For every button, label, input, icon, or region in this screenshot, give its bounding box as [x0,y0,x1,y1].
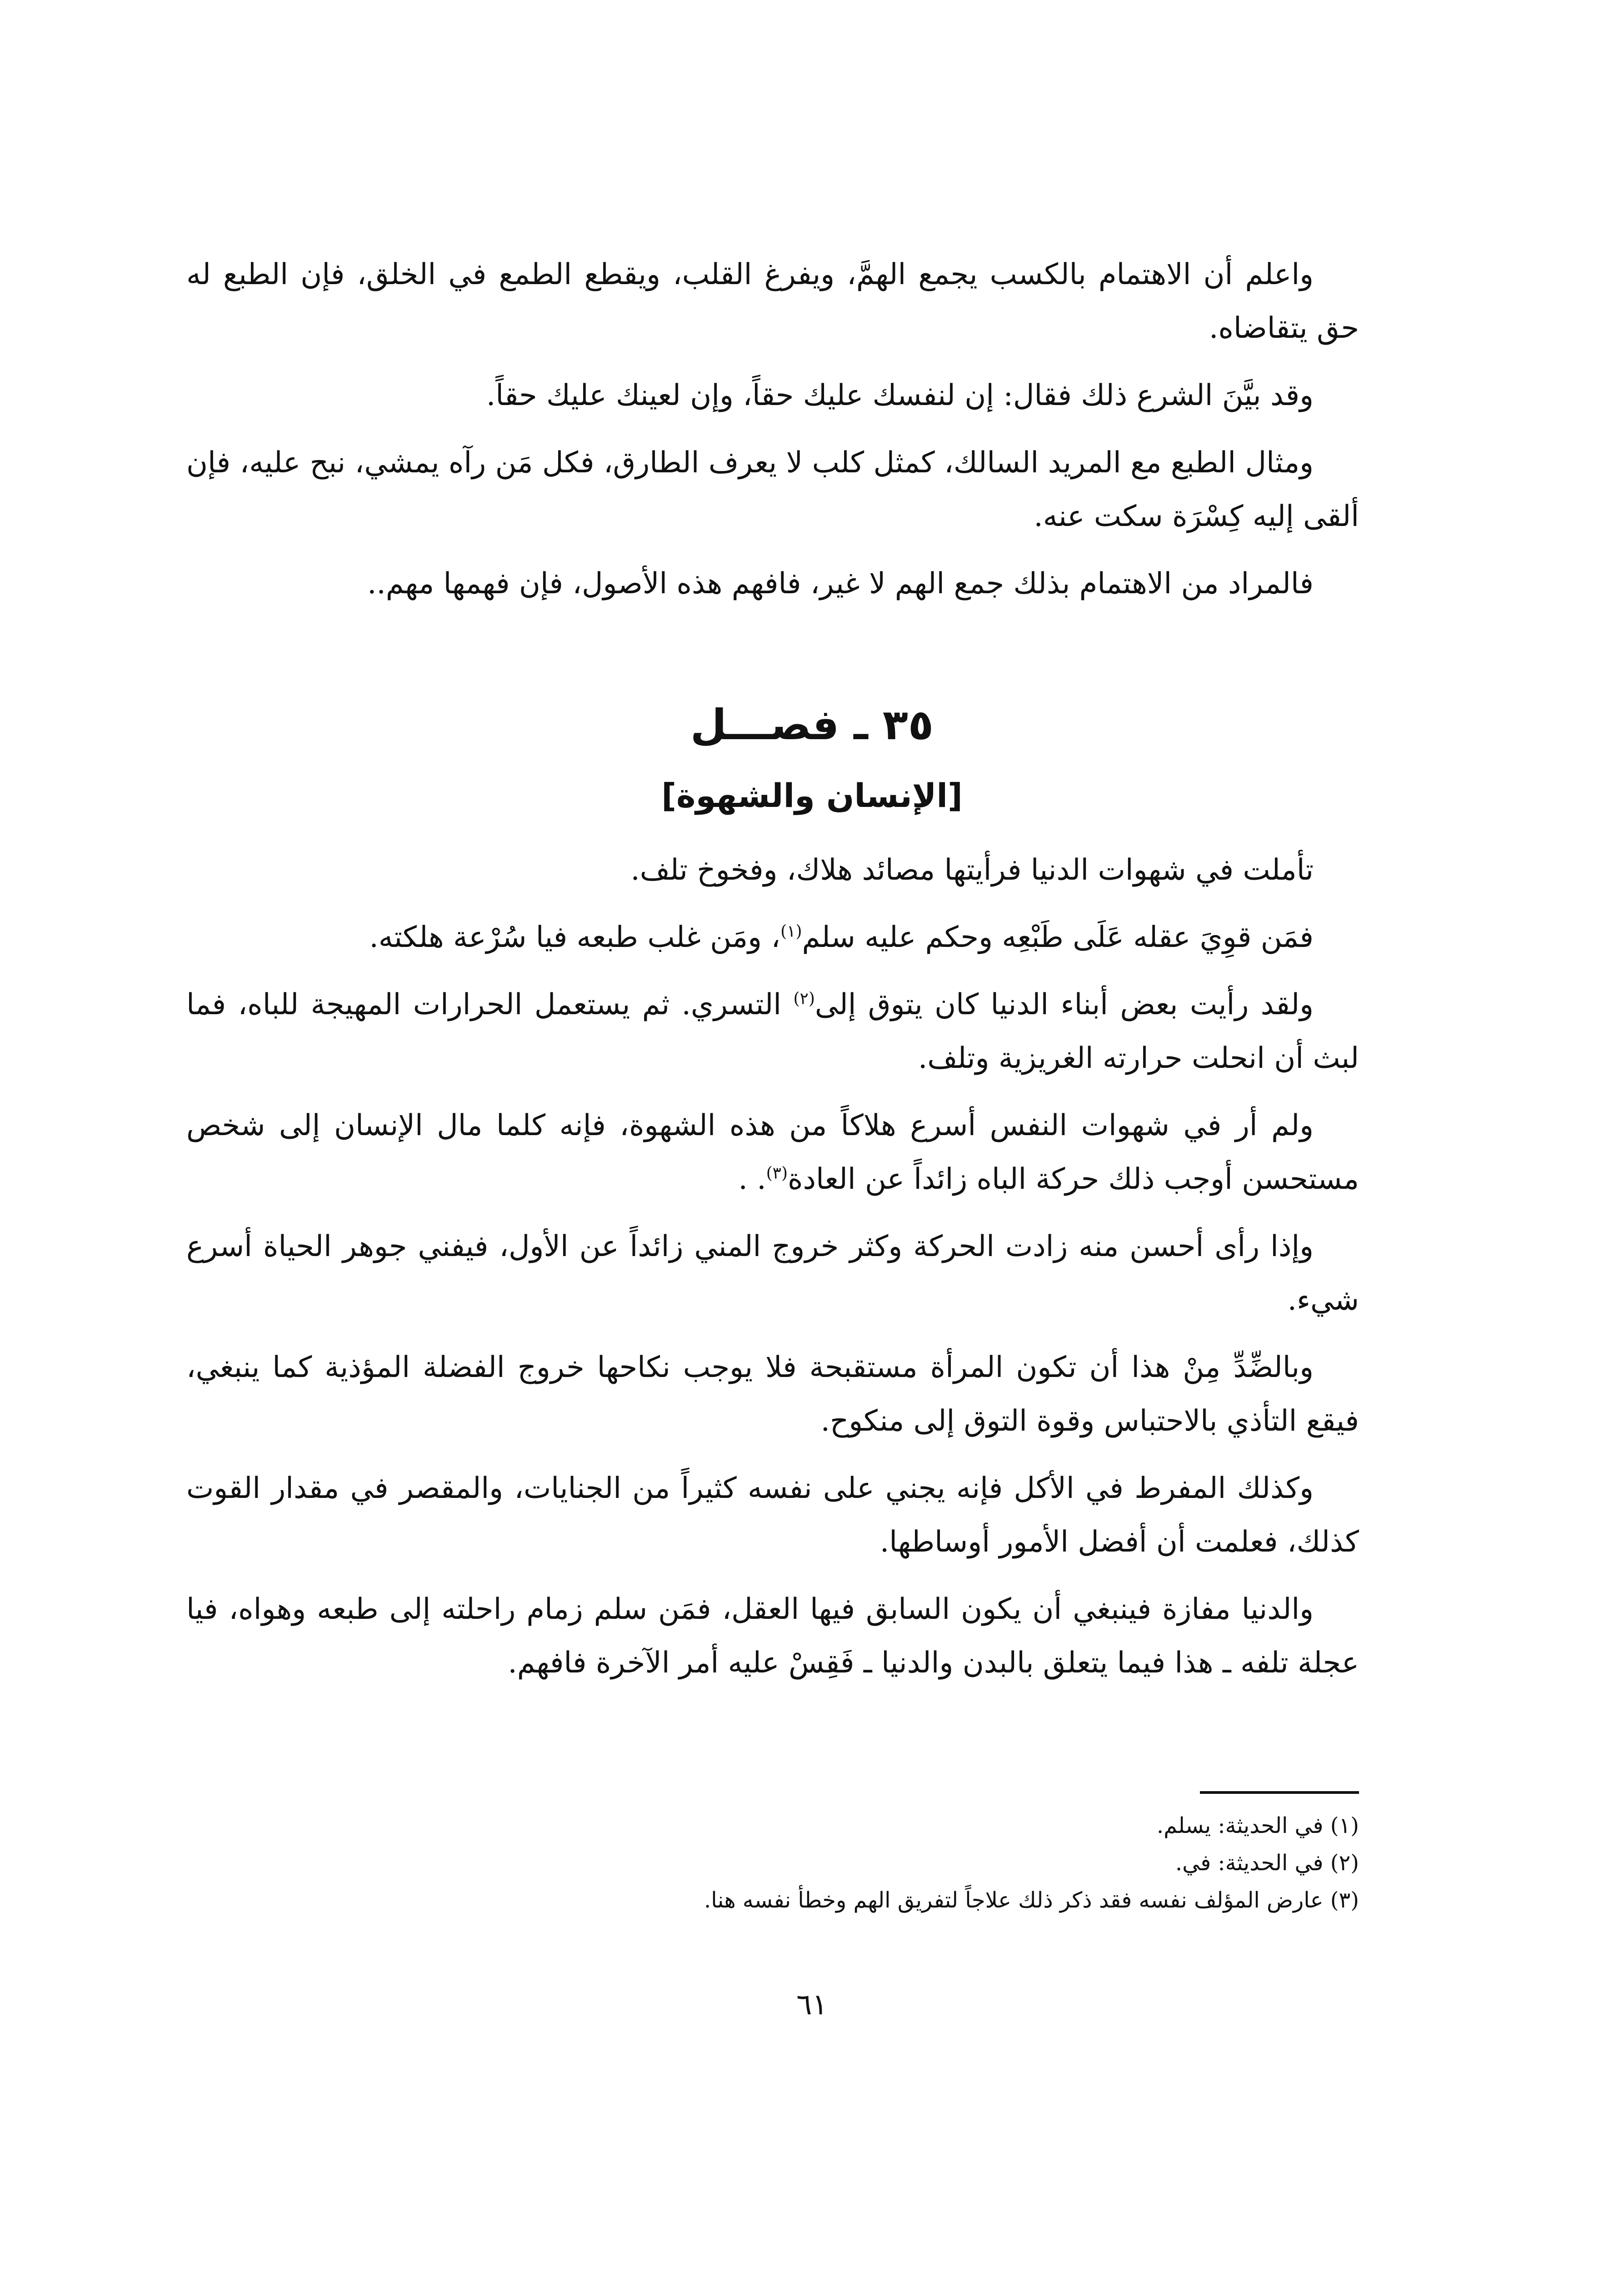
footnote-3: (٣) عارض المؤلف نفسه فقد ذكر ذلك علاجاً لتفريق الهم وخطأ نفسه هنا. [704,1887,1359,1913]
body-paragraph-2: فمَن قوِيَ عقله عَلَى طَبْعِه وحكم عليه سلم$^{(١)}$، ومَن غلب طبعه فيا سُرْعة هلكته. [369,921,1314,954]
body-text-block [186,843,1359,1703]
body-paragraph-6: وبالضِّدِّ مِنْ هذا أن تكون المرأة مستقبحة فلا يوجب نكاحها خروج الفضلة المؤذية كما ينبغي، فيقع التأذي بالاحتباس وقوة التوق إلى منكوح. [186,1351,1359,1438]
body-paragraph-1: تأملت في شهوات الدنيا فرأيتها مصائد هلاك، وفخوخ تلف. [630,853,1314,887]
intro-paragraph-4: فالمراد من الاهتمام بذلك جمع الهم لا غير، فافهم هذه الأصول، فإن فهمها مهم.. [367,567,1314,601]
footnote-ref-1: (١) [780,922,802,941]
intro-paragraph-1: واعلم أن الاهتمام بالكسب يجمع الهمَّ، ويفرغ القلب، ويقطع الطمع في الخلق، فإن الطبع له حق يتقاضاه. [186,258,1359,345]
footnote-separator [1200,1791,1359,1794]
footnote-ref-2: (٢) [793,989,815,1008]
body-paragraph-5: وإذا رأى أحسن منه زادت الحركة وكثر خروج المني زائداً عن الأول، فيفني جوهر الحياة أسرع شيء. [186,1230,1359,1317]
intro-paragraph-3: ومثال الطبع مع المريد السالك، كمثل كلب لا يعرف الطارق، فكل مَن رآه يمشي، نبح عليه، فإن ألقى إليه كِسْرَة سكت عنه. [186,446,1359,533]
body-paragraph-3: ولقد رأيت بعض أبناء الدنيا كان يتوق إلى$^{(٢)}$ التسري. ثم يستعمل الحرارات المهيجة للباه، فما لبث أن انحلت حرارته الغريزية وتلف. [186,988,1359,1075]
body-paragraph-8: والدنيا مفازة فينبغي أن يكون السابق فيها العقل، فمَن سلم زمام راحلته إلى طبعه وهواه، فيا عجلة تلفه ـ هذا فيما يتعلق بالبدن والدنيا ـ فَقِسْ عليه أمر الآخرة فافهم. [186,1592,1359,1680]
footnote-1: (١) في الحديثة: يسلم. [1156,1813,1359,1838]
section-number-title: ٣٥ ـ فصـــل [690,701,934,749]
body-paragraph-7: وكذلك المفرط في الأكل فإنه يجني على نفسه كثيراً من الجنايات، والمقصر في مقدار القوت كذلك، فعلمت أن أفضل الأمور أوساطها. [186,1472,1359,1559]
intro-paragraph-2: وقد بيَّنَ الشرع ذلك فقال: إن لنفسك عليك حقاً، وإن لعينك عليك حقاً. [486,379,1314,412]
body-paragraph-4: ولم أر في شهوات النفس أسرع هلاكاً من هذه الشهوة، فإنه كلما مال الإنسان إلى شخص مستحسن أوجب ذلك حركة الباه زائداً عن العادة$^{(٣)}$. . [186,1109,1359,1196]
section-subtitle: [الإنسان والشهوة] [661,776,963,815]
footnote-2: (٢) في الحديثة: في. [1175,1850,1359,1876]
intro-text-block [186,248,1359,624]
page-number: ٦١ [796,1988,828,2022]
footnotes-block [186,1807,1359,1919]
footnote-ref-3: (٣) [766,1164,788,1183]
